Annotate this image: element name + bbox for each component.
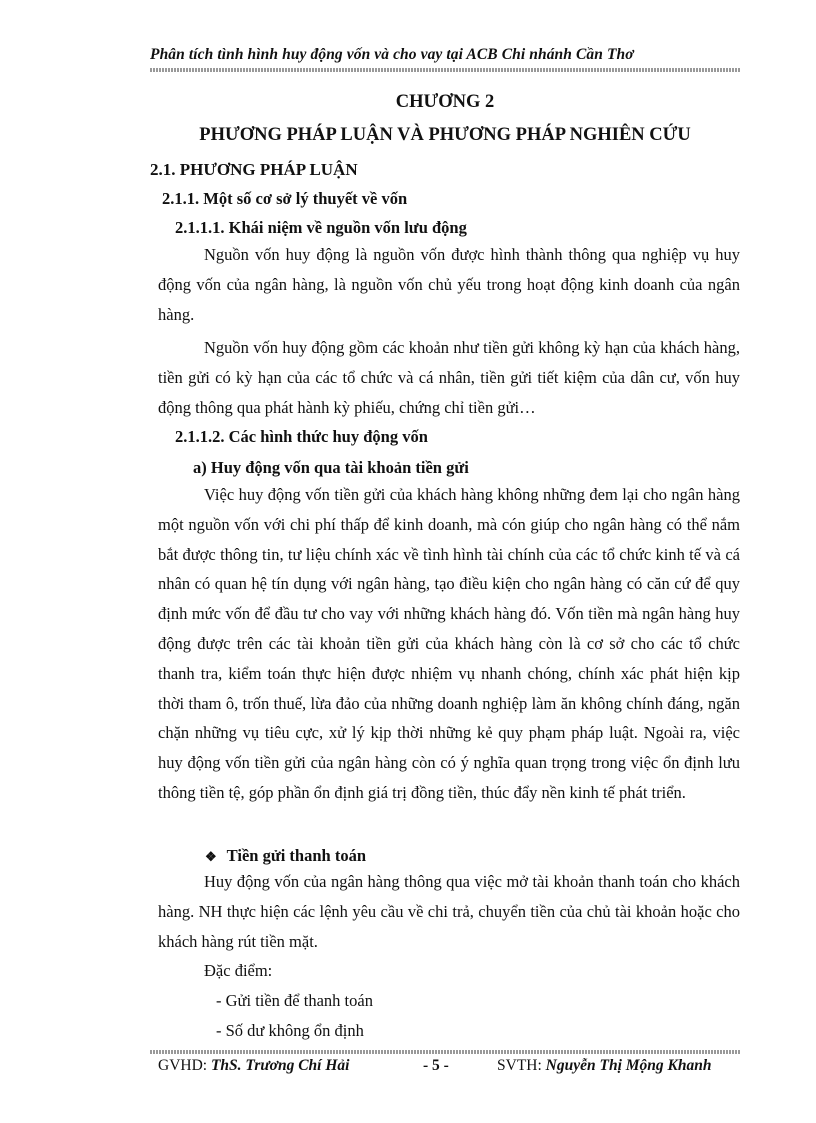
paragraph-components: Nguồn vốn huy động gồm các khoản như tiền gửi không kỳ hạn của khách hàng, tiền gửi có kỳ hạn của các tổ chức và cá nhân, tiền gửi tiết kiệm của dân cư, vốn huy động thông qua phát hành kỳ phiếu, chứng chỉ tiền gửi… [158, 338, 740, 417]
footer-supervisor [158, 1057, 349, 1075]
footer-supervisor-name: ThS. Trương Chí Hải [210, 1057, 350, 1074]
footer-supervisor-label: GVHD: [158, 1057, 211, 1074]
list-item: - Số dư không ổn định [216, 1021, 364, 1040]
paragraph-deposit-mobilization: Việc huy động vốn tiền gửi của khách hàng không những đem lại cho ngân hàng một nguồn vốn với chi phí thấp để kinh doanh, mà cón giúp cho ngân hàng có thể nắm bắt được thông tin, tư liệu chính xác về tình hình tài chính của các tổ chức kinh tế và cá nhân có quan hệ tín dụng với ngân hàng, tạo điều kiện cho ngân hàng có căn cứ để quy định mức vốn để đầu tư cho vay với những khách hàng đó. Vốn tiền mà ngân hàng huy động được trên các tài khoản tiền gửi của khách hàng còn là cơ sở cho các tổ chức thanh tra, kiểm toán thực hiện được nhiệm vụ nhanh chóng, chính xác phát hiện kịp thời tham ô, trốn thuế, lừa đảo của những doanh nghiệp làm ăn không chính đáng, ngăn chặn những vụ tiêu cực, xử lý kịp thời những kẻ quy phạm pháp luật. Ngoài ra, việc huy động vốn tiền gửi của ngân hàng còn có ý nghĩa quan trọng trong việc ổn định lưu thông tiền tệ, góp phần ổn định giá trị đồng tiền, thúc đẩy nền kinh tế phát triển. [158, 485, 740, 802]
list-item: - Gửi tiền để thanh toán [216, 991, 373, 1010]
footer-student [497, 1057, 712, 1075]
bullet-heading-label: Tiền gửi thanh toán [226, 846, 367, 865]
chapter-number: CHƯƠNG 2 [395, 92, 495, 112]
footer-divider [150, 1050, 740, 1054]
header-divider [150, 68, 740, 72]
diamond-bullet-icon: ❖ [205, 849, 217, 864]
bullet-heading-payment-deposit [205, 846, 366, 866]
footer-student-name: Nguyễn Thị Mộng Khanh [545, 1057, 712, 1074]
subsection-heading-a: a) Huy động vốn qua tài khoản tiền gửi [193, 458, 469, 477]
page-number: - 5 - [423, 1057, 449, 1074]
characteristics-label: Đặc điểm: [204, 961, 273, 980]
section-heading-2-1-1: 2.1.1. Một số cơ sở lý thuyết về vốn [162, 189, 408, 208]
paragraph-definition: Nguồn vốn huy động là nguồn vốn được hình thành thông qua nghiệp vụ huy động vốn của ngân hàng, là nguồn vốn chủ yếu trong hoạt động kinh doanh của ngân hàng. [158, 245, 740, 324]
running-header: Phân tích tình hình huy động vốn và cho vay tại ACB Chi nhánh Cần Thơ [150, 46, 634, 63]
section-heading-2-1-1-2: 2.1.1.2. Các hình thức huy động vốn [175, 427, 428, 446]
paragraph-payment-account: Huy động vốn của ngân hàng thông qua việc mở tài khoản thanh toán cho khách hàng. NH thực hiện các lệnh yêu cầu về chi trả, chuyển tiền của chủ tài khoản hoặc cho khách hàng rút tiền mặt. [158, 872, 740, 951]
section-heading-2-1-1-1: 2.1.1.1. Khái niệm về nguồn vốn lưu động [175, 218, 467, 237]
chapter-title: PHƯƠNG PHÁP LUẬN VÀ PHƯƠNG PHÁP NGHIÊN CỨU [199, 125, 691, 145]
footer-student-label: SVTH: [497, 1057, 546, 1074]
section-heading-2-1: 2.1. PHƯƠNG PHÁP LUẬN [150, 160, 358, 179]
